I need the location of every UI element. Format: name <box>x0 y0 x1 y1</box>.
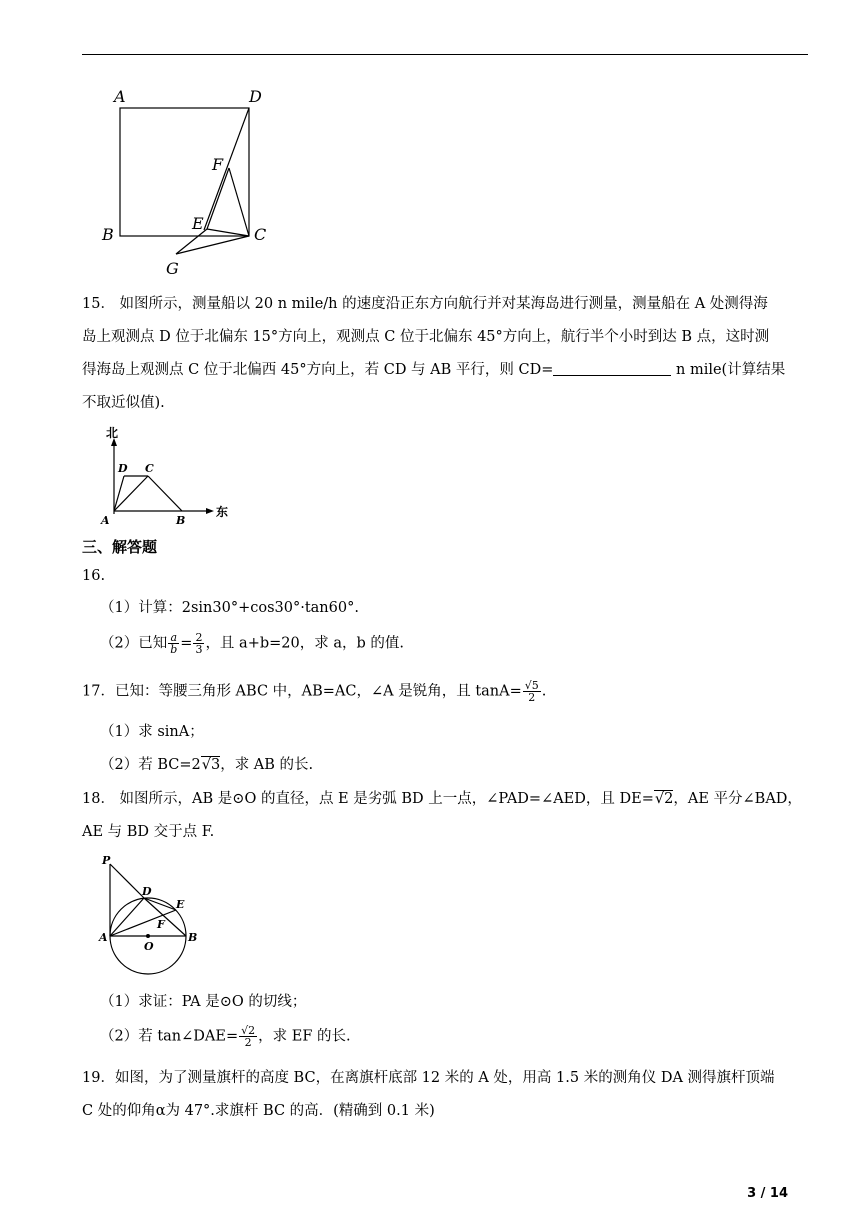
radical-sqrt2: √2 <box>654 791 674 807</box>
q15-line-1: 15． 如图所示，测量船以 20 n mile/h 的速度沿正东方向航行并对某海岛进行测量，测量船在 A 处测得海 <box>82 296 768 312</box>
q15-line-3-text: 得海岛上观测点 C 位于北偏西 45°方向上，若 CD 与 AB 平行，则 CD= <box>82 362 554 378</box>
equals-sign: = <box>180 635 193 652</box>
q17-stem <box>82 680 546 703</box>
q16-number: 16. <box>82 568 106 584</box>
label-a: A <box>114 87 126 106</box>
q16-part-2-lead: （2）已知 <box>100 635 168 652</box>
section-heading: 三、解答题 <box>82 538 158 556</box>
segment-ae <box>110 910 176 936</box>
segment-ec <box>207 229 249 236</box>
label-f: F <box>157 918 165 931</box>
label-east: 东 <box>216 505 229 519</box>
label-o: O <box>144 940 154 953</box>
label-d: D <box>249 87 262 106</box>
q15-line-2: 岛上观测点 D 位于北偏东 15°方向上，观测点 C 位于北偏东 45°方向上，航行半个小时到达 B 点，这时测 <box>82 329 770 345</box>
label-b: B <box>176 514 186 527</box>
label-a: A <box>101 514 110 527</box>
segment-pd <box>110 864 144 898</box>
q15-line-3 <box>82 360 785 380</box>
q18-part-2-tail: ，求 EF 的长. <box>258 1028 351 1045</box>
label-p: P <box>102 854 111 867</box>
q18-part-2 <box>100 1025 351 1048</box>
fraction-sqrt2-over-2: $\frac{√2}{2}$ <box>241 1024 256 1049</box>
q18-part-1: （1）求证：PA 是⊙O 的切线； <box>100 994 307 1010</box>
q17-part-1: （1）求 sinA； <box>100 724 204 740</box>
q16-part-1: （1）计算：2sin30°+cos30°·tan60°. <box>100 600 359 616</box>
q19-line-2: C 处的仰角α为 47°.求旗杆 BC 的高．(精确到 0.1 米) <box>82 1103 435 1119</box>
label-g: G <box>166 259 179 278</box>
label-a: A <box>99 931 108 944</box>
q17-stem-text: 17．已知：等腰三角形 ABC 中，AB=AC，∠A 是锐角，且 tanA= <box>82 683 522 700</box>
label-d: D <box>118 462 128 475</box>
radical-sqrt3: √3 <box>201 757 221 773</box>
segment-fe <box>207 168 229 229</box>
center-point <box>146 934 150 938</box>
segment-cb <box>148 476 182 511</box>
label-d: D <box>142 885 152 898</box>
label-north: 北 <box>106 426 119 440</box>
q16-part-2 <box>100 632 404 655</box>
q15-line-3-tail: n mile(计算结果 <box>671 362 786 378</box>
q18-line-1-tail: ，AE 平分∠BAD， <box>673 791 802 807</box>
q16-part-2-tail: ，且 a+b=20，求 a，b 的值. <box>205 635 404 652</box>
header-rule <box>82 54 808 55</box>
segment-fc <box>229 168 249 236</box>
q17-stem-end: . <box>541 683 547 700</box>
label-b: B <box>102 225 114 244</box>
q18-line-1 <box>82 789 802 809</box>
q19-line-1: 19．如图，为了测量旗杆的高度 BC，在离旗杆底部 12 米的 A 处，用高 1.5 米的测角仪 DA 测得旗杆顶端 <box>82 1070 775 1086</box>
q18-line-2: AE 与 BD 交于点 F. <box>82 824 215 840</box>
q15-line-4: 不取近似值). <box>82 395 165 411</box>
east-arrow <box>206 508 214 514</box>
figure-circle-o <box>96 852 208 978</box>
fraction-a-over-b: $\frac{a}{b}$ <box>170 631 178 656</box>
fraction-sqrt5-over-2: $\frac{√5}{2}$ <box>524 679 539 704</box>
label-e: E <box>192 214 204 233</box>
label-c: C <box>145 462 154 475</box>
label-f: F <box>212 155 224 174</box>
label-e: E <box>176 898 185 911</box>
figure-square-abcd <box>96 84 286 280</box>
page-number: 3 / 14 <box>747 1186 788 1201</box>
q18-line-1-text: 18． 如图所示，AB 是⊙O 的直径，点 E 是劣弧 BD 上一点，∠PAD=∠AED，且 DE= <box>82 791 654 807</box>
fraction-2-over-3: $\frac{2}{3}$ <box>195 631 203 656</box>
q17-part-2-lead: （2）若 BC=2 <box>100 757 201 773</box>
q18-part-2-lead: （2）若 tan∠DAE= <box>100 1028 239 1045</box>
answer-blank[interactable] <box>553 361 671 376</box>
q17-part-2 <box>100 755 313 775</box>
figure-ship-survey <box>96 424 246 530</box>
q17-part-2-tail: ，求 AB 的长. <box>220 757 314 773</box>
label-b: B <box>188 931 198 944</box>
label-c: C <box>254 225 267 244</box>
